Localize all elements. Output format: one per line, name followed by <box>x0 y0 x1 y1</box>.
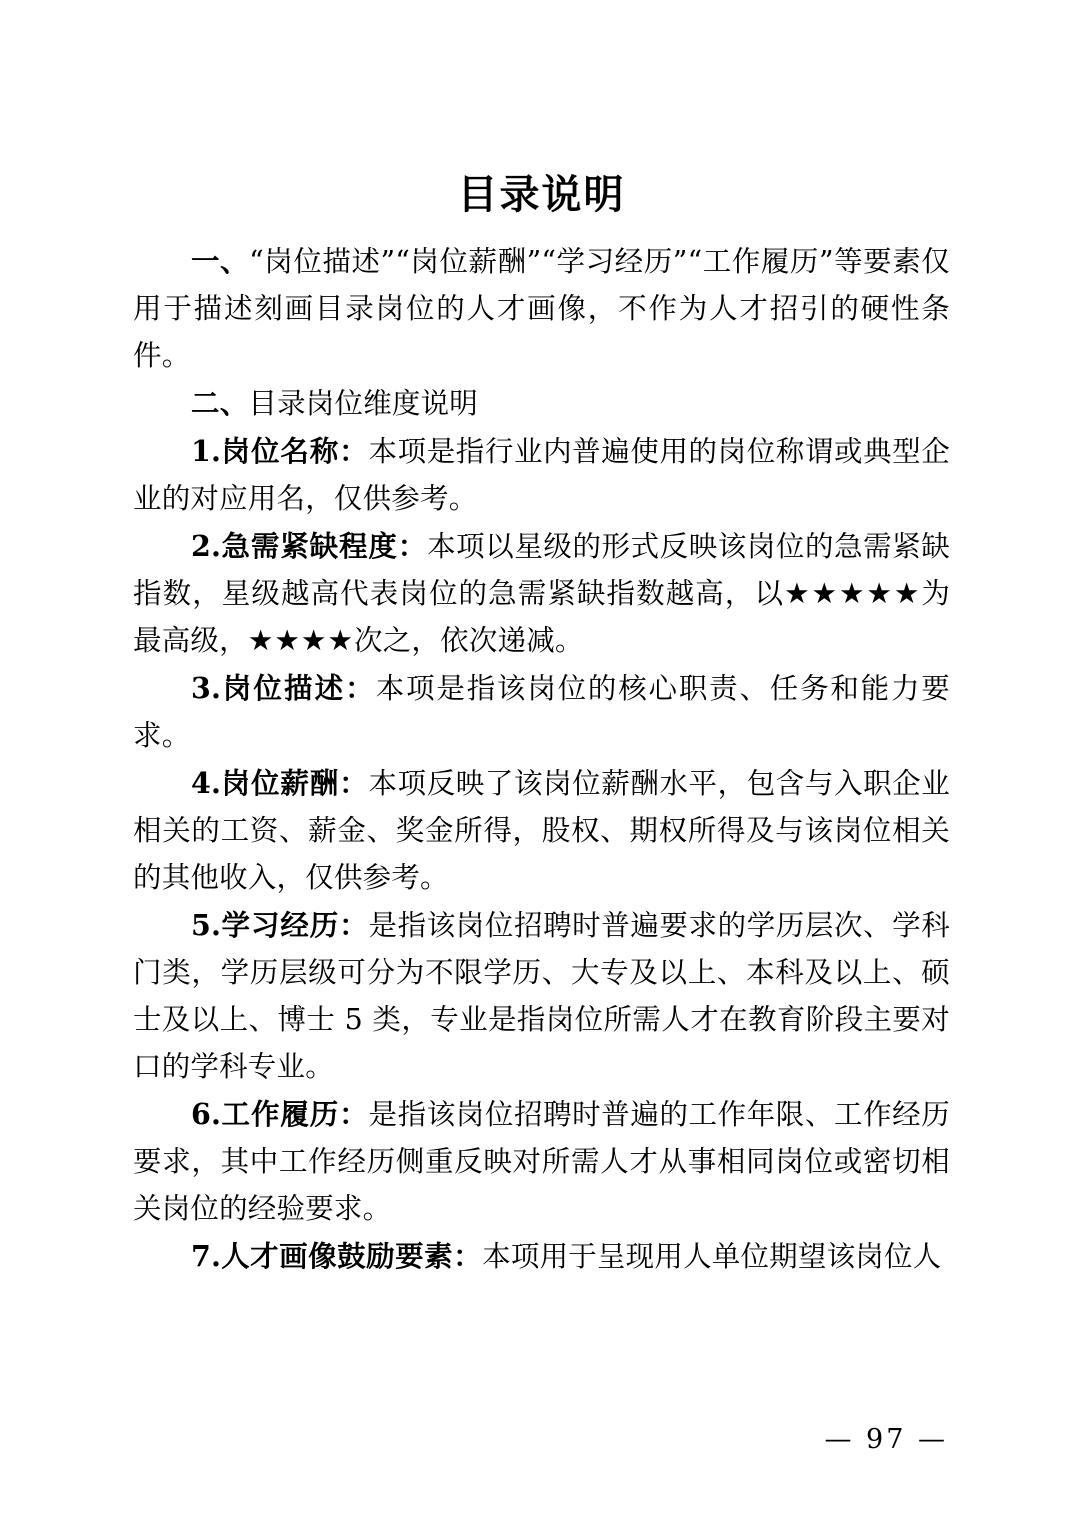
para-item-8 <box>133 1091 950 1232</box>
para-4-label: 急需紧缺程度： <box>221 529 428 563</box>
para-3-number: 1. <box>191 434 222 468</box>
para-8-number: 6. <box>191 1097 222 1131</box>
rating-stars-four: ★★★★ <box>247 624 355 657</box>
para-item-6 <box>133 760 950 901</box>
para-6-label: 岗位薪酬： <box>221 766 369 800</box>
para-4-text: 本项以星级的形式反映该岗位的急需紧缺指数，星级越高代表岗位的急需紧缺指数越高，以 <box>133 530 950 610</box>
para-item-5 <box>133 665 950 759</box>
para-item-4 <box>133 523 950 664</box>
para-item-7 <box>133 902 950 1090</box>
para-5-label: 岗位描述： <box>221 671 376 705</box>
para-4-number: 2. <box>191 529 222 563</box>
para-4-text3: 次之，依次递减。 <box>354 624 584 657</box>
para-5-number: 3. <box>191 671 222 705</box>
page-title: 目录说明 <box>457 171 626 218</box>
para-4-text2: 为最高级， <box>133 577 951 657</box>
para-3-label: 岗位名称： <box>221 434 369 468</box>
para-6-number: 4. <box>191 766 222 800</box>
para-item-2 <box>133 380 950 427</box>
para-item-3 <box>133 428 950 522</box>
para-8-text: 是指该岗位招聘时普遍的工作年限、工作经历要求，其中工作经历侧重反映对所需人才从事相同岗位或密切相关岗位的经验要求。 <box>133 1098 950 1225</box>
para-7-number: 5. <box>191 908 222 942</box>
para-9-number: 7. <box>191 1239 222 1273</box>
para-3-text: 本项是指行业内普遍使用的岗位称谓或典型企业的对应用名，仅供参考。 <box>133 435 950 515</box>
para-9-label: 人才画像鼓励要素： <box>221 1239 483 1273</box>
para-item-9 <box>133 1233 950 1280</box>
page-number: — 97 — <box>824 1424 948 1455</box>
para-9-text: 本项用于呈现用人单位期望该岗位人 <box>482 1240 942 1273</box>
para-7-text: 是指该岗位招聘时普遍要求的学历层次、学科门类，学历层级可分为不限学历、大专及以上、本科及以上、硕士及以上、博士 5 类，专业是指岗位所需人才在教育阶段主要对口的学科专业。 <box>133 909 950 1083</box>
para-6-text: 本项反映了该岗位薪酬水平，包含与入职企业相关的工资、薪金、奖金所得，股权、期权所得及与该岗位相关的其他收入，仅供参考。 <box>133 767 950 894</box>
para-item-1 <box>133 238 950 379</box>
para-7-label: 学习经历： <box>221 908 369 942</box>
rating-stars-five: ★★★★★ <box>784 577 922 610</box>
para-2-text: 目录岗位维度说明 <box>248 387 479 420</box>
para-2-number: 二、 <box>191 386 249 420</box>
para-1-number: 一、 <box>191 244 250 278</box>
para-8-label: 工作履历： <box>221 1097 369 1131</box>
para-5-text: 本项是指该岗位的核心职责、任务和能力要求。 <box>133 672 950 752</box>
para-1-text: “岗位描述”“岗位薪酬”“学习经历”“工作履历”等要素仅用于描述刻画目录岗位的人才画像，不作为人才招引的硬性条件。 <box>133 245 950 372</box>
